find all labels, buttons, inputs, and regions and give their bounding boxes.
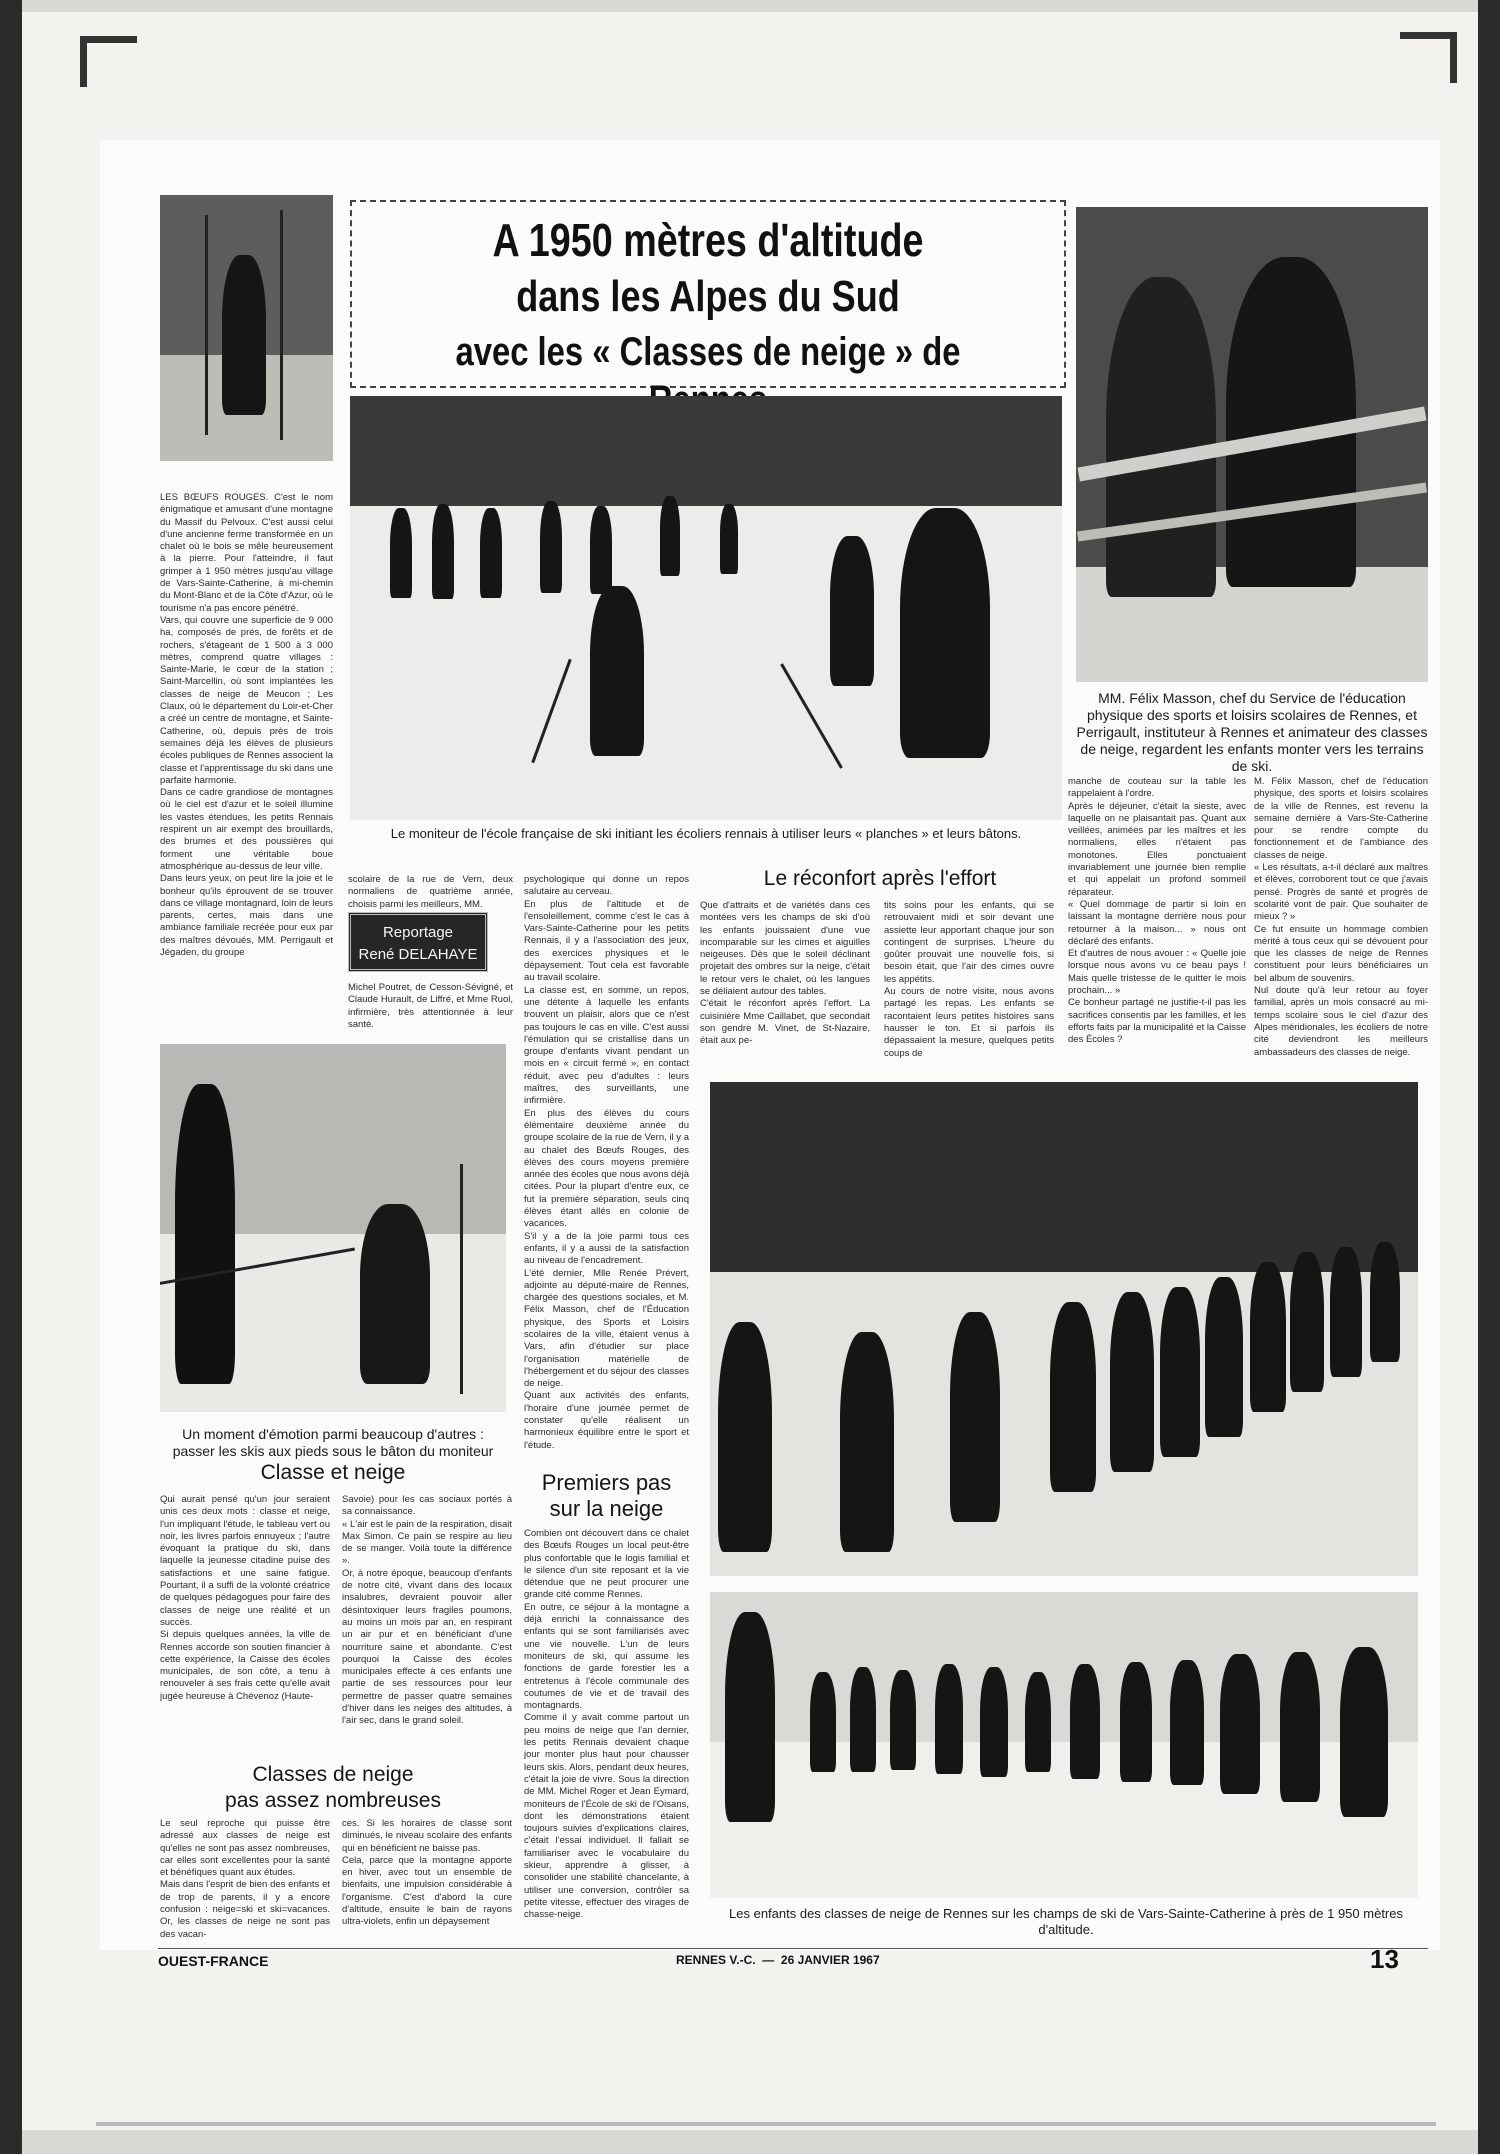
- photo-children-line-slope: [710, 1082, 1418, 1576]
- reportage-label: Reportage: [382, 924, 454, 941]
- footer-paper-name: OUEST-FRANCE: [158, 1953, 269, 1969]
- headline-line-2: dans les Alpes du Sud: [516, 272, 900, 321]
- heading-reconfort: Le réconfort après l'effort: [763, 867, 997, 890]
- crop-mark-bottom-left: [96, 2122, 1436, 2126]
- photo-passing-under-pole: [160, 1044, 506, 1412]
- reportage-box: [348, 912, 488, 972]
- article-column-7: M. Félix Masson, chef de l'éducation physique, des sports et loisirs scolaires de la ville de Rennes, est revenu la semaine dernière à Vars-Ste-Catherine pour se rendre compte du fonctionnement et de l'ambiance des classes de neige. « Les résultats, a-t-il déclaré aux maîtres et élèves, corroborent tout ce que j'avais pensé. Progrès de santé et progrès de scolarité vont de pair. Que souhaiter de mieux ? » Ce fut ensuite un hommage combien mérité à tous ceux qui se dévouent pour que les classes de neige de Rennes constituent pour leurs bénéficiaires un bel album de souvenirs. Nul doute qu'à leur retour au foyer familial, après un mois consacré au mi-temps scolaire sous le ciel d'azur des Alpes méridionales, les écoliers de notre cité deviendront les meilleurs ambassadeurs des classes de neige.: [1254, 776, 1428, 1058]
- heading-premiers-pas: Premiers pas sur la neige: [541, 1470, 672, 1521]
- classe-column-1: Qui aurait pensé qu'un jour seraient unis ces deux mots : classe et neige, l'un impliquant l'étude, le tableau vert ou noir, les livres parfois ennuyeux ; l'autre évoquant la pratique du ski, dans laquelle la jeunesse citadine puise des satisfactions et une saine fatigue. Pourtant, il a suffi de la volonté créatrice de quelques pédagogues pour faire des classes de neige une réalité et un succès. Si depuis quelques années, la ville de Rennes accorde son soutien financier à cette expérience, la Caisse des écoles municipales, de son côté, a tenu à renouveler à ses frais cette qu'elle avait jugée heureuse à Chévenoz (Haute-: [160, 1494, 330, 1702]
- nombreuses-column-1: Le seul reproche qui puisse être adressé aux classes de neige est qu'elles ne sont pas assez nombreuses, car elles sont excellentes pour la santé et bénéfiques quant aux études. Mais dans l'esprit de bien des enfants et de trop de parents, il y a encore confusion : neige=ski et ski=vacances. Or, les classes de neige ne sont pas des vacan-: [160, 1818, 330, 1940]
- reportage-author: René DELAHAYE: [358, 946, 478, 963]
- article-intro-text: LES BŒUFS ROUGES. C'est le nom énigmatique et amusant d'une montagne du Massif du Pelvoux. C'est aussi celui d'une ancienne ferme transformée en un chalet où le bois se mêle heureusement à la pierre. Pour l'atteindre, il faut grimper à 1 950 mètres jusqu'au village de Vars-Sainte-Catherine, à mi-chemin du Mont-Blanc et de la Côte d'Azur, où le tourisme n'a pas encore pénétré. Vars, qui couvre une superficie de 9 000 ha, composés de prés, de forêts et de rochers, s'étageant de 1 500 à 3 000 mètres, comprend quatre villages : Sainte-Marie, le cœur de la station ; Saint-Marcellin, où sont implantées les classes de neige de Meucon ; Les Claux, où le département du Loir-et-Cher a créé un centre de montagne, et Sainte-Catherine, où, depuis près de trois semaines déjà les élèves de plusieurs écoles publiques de Rennes associent la classe et l'apprentissage du ski dans une parfaite harmonie. Dans ce cadre grandiose de montagnes où le ciel est d'azur et le soleil illumine les vastes étendues, les petits Rennais respirent un air exempt des brouillards, des brumes et des poussières qui forment une véritable boue atmosphérique au-dessus de leur ville. Dans leurs yeux, on peut lire la joie et le bonheur qu'ils éprouvent de se trouver dans ce village montagnard, loin de leurs parents, certes, mais dans une ambiance familiale recréée pour eux par des maîtres dévoués, MM. Perrigault et Jégaden, du groupe: [160, 492, 333, 958]
- photo-children-group-slope: [710, 1592, 1418, 1898]
- crop-mark-top-left: [80, 36, 137, 87]
- article-column-6: manche de couteau sur la table les rappelaient à l'ordre. Après le déjeuner, c'était la sieste, avec laquelle on ne plaisantait pas. Quant aux veillées, animées par les maîtres et les normaliens, elles n'étaient pas monotones. Elles ponctuaient invariablement une journée bien remplie et qui appelait un profond sommeil réparateur. « Quel dommage de partir si loin en laissant la montagne derrière nous pour retourner à la maison... » nous ont déclaré des enfants. Et d'autres de nous avouer : « Quelle joie lorsque nous avons vu ce beau pays ! Mais quelle tristesse de le quitter le mois prochain... » Ce bonheur partagé ne justifie-t-il pas les sacrifices consentis par les familles, et les efforts faits par la municipalité et la Caisse des Écoles ?: [1068, 776, 1246, 1046]
- article-column-2: scolaire de la rue de Vern, deux normaliens de quatrième année, choisis parmi les meilleurs, MM.: [348, 874, 513, 910]
- headline-box: [350, 200, 1066, 388]
- caption-main-photo: Le moniteur de l'école française de ski initiant les écoliers rennais à utiliser leurs « planches » et leurs bâtons.: [390, 826, 1022, 841]
- heading-classe-et-neige: Classe et neige: [260, 1461, 406, 1484]
- headline-line-1: A 1950 mètres d'altitude: [492, 214, 924, 266]
- heading-classes-nombreuses: Classes de neige pas assez nombreuses: [225, 1763, 441, 1812]
- premiers-pas-column: Combien ont découvert dans ce chalet des Bœufs Rouges un local peut-être plus confortable que le logis familial et le silence d'un site reposant et la vie détendue que ne peut procurer une grande cité comme Rennes. En outre, ce séjour à la montagne a déjà enrichi la connaissance des enfants qui se sont familiarisés avec une vie nouvelle. L'un de leurs moniteurs de ski, qui assume les fonctions de garde forestier les a entretenus à l'école communale des coutumes de vie et de travail des montagnards. Comme il y avait comme partout un peu moins de neige que l'an dernier, les petits Rennais devaient chaque jour monter plus haut pour chausser leurs skis. Alors, pendant deux heures, c'était la joie de vivre. Sous la direction de MM. Michel Roger et Jean Eymard, moniteurs de l'École de ski de l'Oisans, dont les démonstrations étaient toujours suivies d'explications claires, c'était l'essai individuel. Il fallait se familiariser avec le vocabulaire du skieur, apprendre à glisser, à consolider une stabilité chancelante, à utiliser une conversion, contrôler sa petite vitesse, effectuer des virages de chasse-neige.: [524, 1528, 689, 1921]
- nombreuses-column-2: ces. Si les horaires de classe sont diminués, le niveau scolaire des enfants qui en bénéficient ne baisse pas. Cela, parce que la montagne apporte en hiver, avec tout un ensemble de bienfaits, une impulsion considérable à l'organisme. C'est d'abord la cure d'altitude, ensuite le bain de rayons ultra-violets, enfin un dépaysement: [342, 1818, 512, 1928]
- article-column-3: psychologique qui donne un repos salutaire au cerveau. En plus de l'altitude et de l'ensoleillement, comme c'est le cas à Vars-Sainte-Catherine pour les petits Rennais, il y a l'association des jeux, des exercices physiques et le dépaysement. Tout cela est favorable au travail scolaire. La classe est, en somme, un repos, une détente à laquelle les enfants trouvent un plaisir, alors que ce n'est pas toujours le cas en ville. C'est aussi l'émulation qui se cristallise dans un groupe d'enfants vivant pendant un mois en « circuit fermé », en contact réduit, avec peu d'adultes : leurs maîtres, des surveillants, une infirmière. En plus des élèves du cours élémentaire deuxième année du groupe scolaire de la rue de Vern, il y a au chalet des Bœufs Rouges, des élèves des cours moyens première année des écoles que nous avons déjà citées. Pour la plupart d'entre eux, ce fut la première séparation, seuls cinq élèves étant allés en colonie de vacances. S'il y a de la joie parmi tous ces enfants, il y a aussi de la satisfaction au niveau de l'encadrement. L'été dernier, Mlle Renée Prévert, adjointe au député-maire de Rennes, chargée des questions sociales, et M. Félix Masson, chef de l'Éducation physique, des Sports et Loisirs scolaires de la ville, étaient venus à Vars, afin d'étudier sur place l'organisation matérielle de l'hébergement et du séjour des classes de neige. Quant aux activités des enfants, l'horaire d'une journée permet de constater qu'elle réalisent un harmonieux équilibre entre le sport et l'étude.: [524, 874, 689, 1451]
- crop-mark-top-right: [1400, 32, 1457, 83]
- article-column-4: Que d'attraits et de variétés dans ces montées vers les champs de ski d'où les enfants jouissaient d'une vue incomparable sur les cimes et aiguilles neigeuses. Dès que le soleil déclinant projetait des ombres sur la neige, c'était le retour vers le chalet, où les langues se déliaient autour des tables. C'était le réconfort après l'effort. La cuisinière Mme Caillabet, que secondait son gendre M. Vinet, de St-Nazaire, était aux pe-: [700, 900, 870, 1047]
- photo-masson-perrigault: [1076, 207, 1428, 682]
- footer-rule: [158, 1948, 1428, 1949]
- article-column-5: tits soins pour les enfants, qui se retrouvaient midi et soir devant une assiette leur apportant chaque jour son contingent de surprises. L'heure du goûter prouvait une nouvelle fois, si besoin était, que l'air des cimes ouvre les appétits. Au cours de notre visite, nous avons partagé les repas. Les enfants se racontaient leurs petites histoires sans hausser le ton. Et si parfois ils dépassaient la mesure, quelques petits coups de: [884, 900, 1054, 1059]
- caption-right-photo: MM. Félix Masson, chef du Service de l'éducation physique des sports et loisirs scolaires de Rennes, et Perrigault, instituteur à Rennes et animateur des classes de neige, regardent les enfants monter vers les terrains de ski.: [1076, 690, 1428, 774]
- headline-line-3: avec les « Classes de neige » de: [455, 330, 961, 374]
- article-column-2b: Michel Poutret, de Cesson-Sévigné, et Claude Hurault, de Liffré, et Mme Ruol, infirmière, très attentionnée à leur santé.: [348, 982, 513, 1028]
- photo-ski-lesson: [350, 396, 1062, 820]
- footer-edition-date: RENNES V.-C. — 26 JANVIER 1967: [676, 1953, 880, 1967]
- caption-left-photo: Un moment d'émotion parmi beaucoup d'autres : passer les skis aux pieds sous le bâton du moniteur: [172, 1426, 494, 1459]
- caption-bottom-photo: Les enfants des classes de neige de Rennes sur les champs de ski de Vars-Sainte-Catherine à près de 1 950 mètres d'altitude.: [729, 1906, 1403, 1937]
- photo-skier-standing: [160, 195, 333, 461]
- classe-column-2: Savoie) pour les cas sociaux portés à sa connaissance. « L'air est le pain de la respiration, disait Max Simon. Ce pain se respire au lieu de se manger. Voilà toute la différence ». Or, à notre époque, beaucoup d'enfants de notre cité, vivant dans des locaux insalubres, devraient pouvoir aller désintoxiquer leurs fragiles poumons, au moins un mois par an, en respirant un air pur et en bénéficiant d'une nourriture saine et abondante. C'est pourquoi la Caisse des écoles municipales effecte à ces enfants une partie de ses ressources pour leur permettre de passer quatre semaines d'hiver dans les neiges des altitudes, à l'air sec, dans le grand soleil.: [342, 1494, 512, 1727]
- footer-page-number: 13: [1370, 1944, 1399, 1974]
